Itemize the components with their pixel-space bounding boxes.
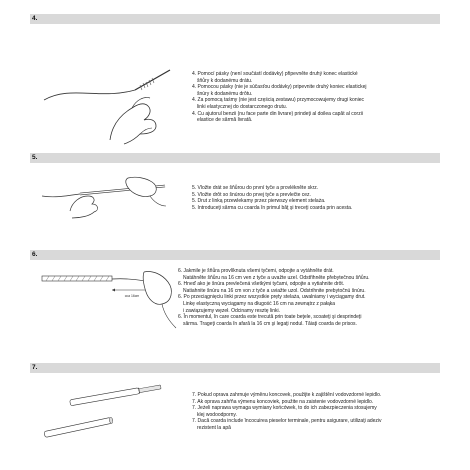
step-7-line: rezistent la apă <box>197 424 231 431</box>
step-4-line: šňůry k dodanému drátu. <box>197 77 253 84</box>
dimension-label: cca 16cm <box>124 294 140 298</box>
step-4-line: linki elastycznej do dostarczonego drutu. <box>197 103 288 110</box>
step-6-line: sârma. Trageţi coarda în afară la 16 cm şi legaţi nodul. Tăiaţi coarda de prisos. <box>183 320 357 327</box>
step-5-text <box>192 185 352 211</box>
step-4-line: 4. Za pomocą taśmy (nie jest częścią zestawu) przymocowujemy drugi koniec <box>192 97 365 104</box>
step-5-number: 5. <box>32 154 38 161</box>
step-4-number: 4. <box>32 15 38 22</box>
step-7-number: 7. <box>32 364 38 371</box>
step-5-line: 5. Introduceţi sârma cu coarda în primul băţ şi treceţi coarda prin acesta. <box>192 204 353 211</box>
step-6-line: 6. Hneď ako je šnúra prevlečená všetkými tyčami, odpojte a vytiahnite drôt. <box>178 281 345 288</box>
step-6-text <box>178 268 370 327</box>
step-6-line: Linkę elastyczną wyciągamy na długość 16 cm na zewnątrz z pałąka <box>183 300 336 307</box>
step-4-line: šnúry k dodanému drôtu. <box>197 90 253 97</box>
step-5-line: 5. Vložte drôt so šnúrou do prvej tyče a prevlečte cez. <box>192 191 311 198</box>
step-4-line: 4. Pomocí pásky (není součástí dodávky) připevněte druhý konec elastické <box>192 71 358 77</box>
step-7-line: 7. Pokud oprava zahrnuje výměnu koncovek, použijte k zajištění vodovzdorné lepidlo. <box>192 392 382 398</box>
step-7-text <box>192 392 382 432</box>
step-6-line: i zawiązujemy węzeł. Odcinamy resztę linki. <box>183 307 280 314</box>
step-6-line: 6. Jakmile je šňůra provlíknuta všemi tyčemi, odpojte a vytáhněte drát. <box>178 268 334 274</box>
step-7-line: klej wodoodporny. <box>197 411 237 418</box>
step-6-line: 6. În momentul, în care coarda este trecută prin toate beţele, scoateţi şi desprindeţi <box>178 314 362 321</box>
step-6-line: Natiahnite šnúru na 16 cm von z tyče a uviažte uzol. Odstrihnite prebytočnú šnúru. <box>183 287 366 294</box>
step-4-line: elastice de sârmă livrată. <box>197 117 253 124</box>
step-5-line: 5. Drut z linką przewlekamy przez pierwszy element stelaża. <box>192 198 326 205</box>
step-5-line: 5. Vložte drát se šňůrou do první tyče a provlékněte skrz. <box>192 185 319 191</box>
step-4-text <box>192 71 366 124</box>
step-7-illustration <box>40 378 190 448</box>
step-7-line: 7. Jeżeli naprawa wymaga wymiany końcówek, to do ich zabezpieczenia stosujemy <box>192 405 377 412</box>
step-5-header-bar <box>30 153 440 163</box>
step-6-number: 6. <box>32 251 38 258</box>
step-7-line: 7. Ak oprava zahŕňa výmenu koncoviek, použite na zaistenie vodovzdorné lepidlo. <box>192 398 374 405</box>
step-4-header-bar <box>30 14 440 24</box>
step-4-line: 4. Cu ajutorul benzii (nu face parte din livrare) prindeţi al doilea capăt al corzii <box>192 110 363 117</box>
step-4-illustration <box>40 30 190 145</box>
step-6-illustration <box>40 262 180 342</box>
step-7-header-bar <box>30 363 440 373</box>
step-5-illustration <box>40 166 170 226</box>
step-4-line: 4. Pomocou pásky (nie je súčasťou dodávky) pripevnite druhý koniec elastickej <box>192 84 367 91</box>
step-6-header-bar <box>30 250 440 260</box>
step-7-line: 7. Dacă coarda include încocuirea pieselor terminale, pentru asigurare, utilizaţi adeziv <box>192 418 382 425</box>
step-6-line: 6. Po przeciągnięciu linki przez wszystkie pręty stelaża, uwalniamy i wyciągamy drut. <box>178 294 366 301</box>
step-6-line: Natáhněte šňůru na 16 cm ven z tyče a uvažte uzel. Odstřihněte přebytečnou šňůru. <box>183 274 370 281</box>
